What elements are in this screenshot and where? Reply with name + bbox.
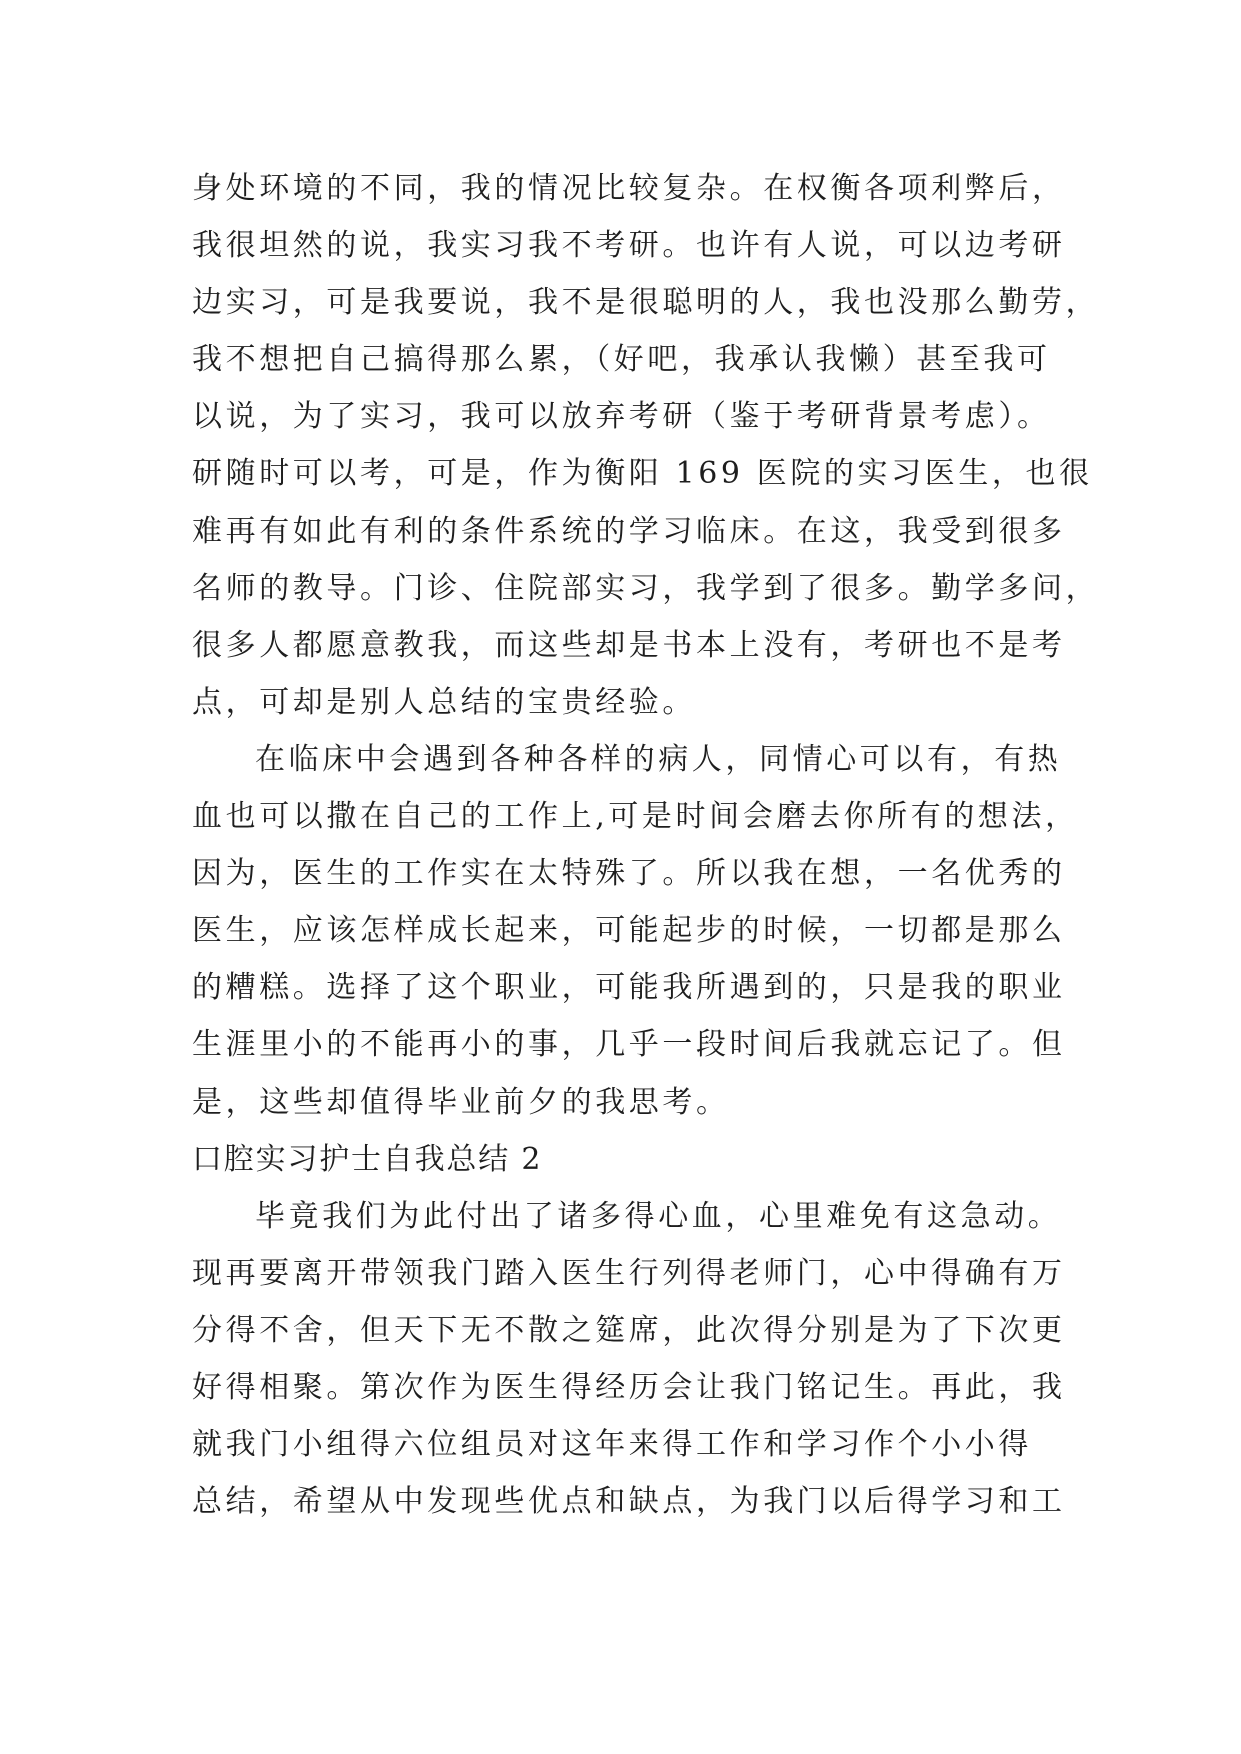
text-line: 研随时可以考，可是，作为衡阳 169 医院的实习医生，也很 [192,456,1093,492]
text-line: 分得不舍，但天下无不散之筵席，此次得分别是为了下次更 [192,1312,1066,1348]
text-line: 难再有如此有利的条件系统的学习临床。在这，我受到很多 [192,513,1066,549]
document-body [192,160,1100,1530]
text-line: 很多人都愿意教我，而这些却是书本上没有，考研也不是考 [192,627,1066,663]
text-line: 好得相聚。第次作为医生得经历会让我门铭记生。再此，我 [192,1369,1066,1405]
text-line: 名师的教导。门诊、住院部实习，我学到了很多。勤学多问， [192,570,1100,606]
text-line: 点，可却是别人总结的宝贵经验。 [192,684,696,720]
text-line: 的糟糕。选择了这个职业，可能我所遇到的，只是我的职业 [192,970,1066,1006]
text-line: 因为，医生的工作实在太特殊了。所以我在想，一名优秀的 [192,856,1066,892]
text-line: 我很坦然的说，我实习我不考研。也许有人说，可以边考研 [192,228,1066,264]
text-line: 身处环境的不同，我的情况比较复杂。在权衡各项利弊后， [192,171,1066,206]
text-line: 血也可以撒在自己的工作上,可是时间会磨去你所有的想法， [192,799,1079,835]
text-line: 毕竟我们为此付出了诸多得心血，心里难免有这急动。 [255,1198,1062,1234]
paragraph [192,160,1100,731]
text-line: 总结，希望从中发现些优点和缺点，为我门以后得学习和工 [192,1484,1066,1520]
text-line: 是，这些却值得毕业前夕的我思考。 [192,1084,730,1120]
paragraph [192,731,1079,1131]
paragraph [192,1188,1072,1531]
section-heading: 口腔实习护士自我总结 2 [192,1141,543,1177]
text-line: 医生，应该怎样成长起来，可能起步的时候，一切都是那么 [192,913,1066,949]
text-line: 在临床中会遇到各种各样的病人，同情心可以有，有热 [255,741,1062,777]
text-line: 现再要离开带领我门踏入医生行列得老师门，心中得确有万 [192,1255,1066,1291]
text-line: 我不想把自己搞得那么累，（好吧，我承认我懒）甚至我可 [192,342,1051,378]
text-line: 边实习，可是我要说，我不是很聪明的人，我也没那么勤劳， [192,285,1100,321]
text-line: 生涯里小的不能再小的事，几乎一段时间后我就忘记了。但 [192,1027,1066,1063]
text-line: 以说，为了实习，我可以放弃考研（鉴于考研背景考虑）。 [192,399,1051,435]
text-line: 就我门小组得六位组员对这年来得工作和学习作个小小得 [192,1427,1032,1463]
